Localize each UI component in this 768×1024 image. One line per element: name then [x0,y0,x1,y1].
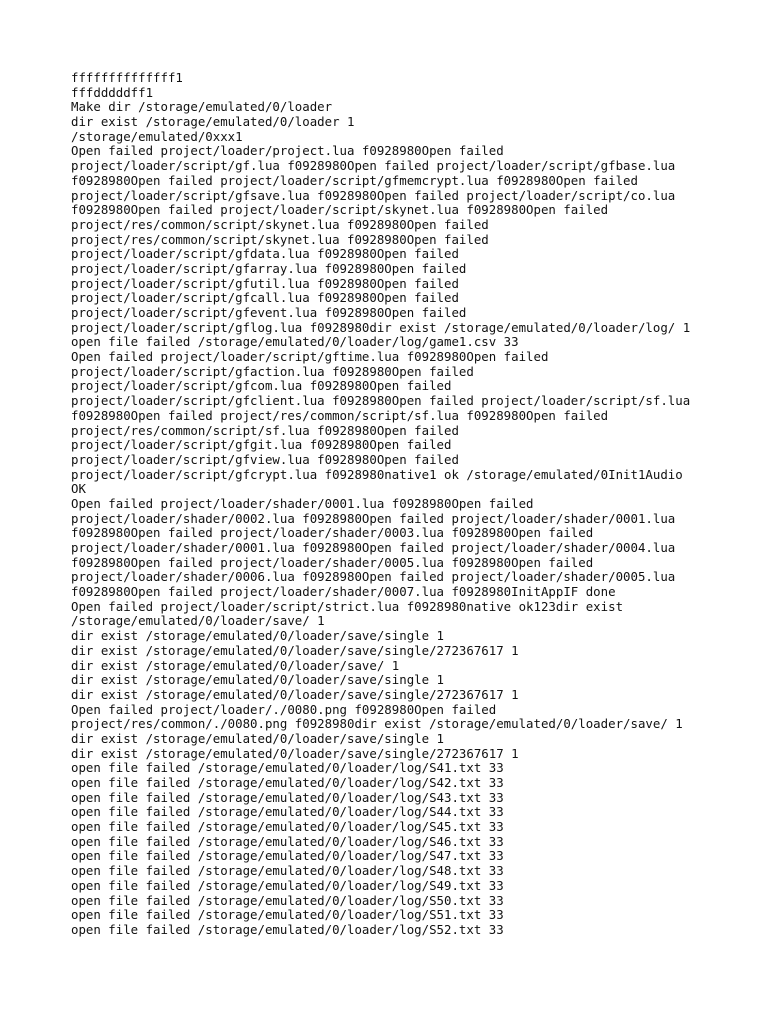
log-line: dir exist /storage/emulated/0/loader/save/single 1 [71,628,444,644]
log-line: project/loader/script/gfdata.lua f0928980Open failed [71,246,459,262]
log-line: f0928980Open failed project/res/common/script/sf.lua f0928980Open failed [71,407,609,423]
log-line: dir exist /storage/emulated/0/loader/save/single/272367617 1 [71,745,519,761]
log-line: Make dir /storage/emulated/0/loader [71,99,333,115]
log-line: open file failed /storage/emulated/0/loader/log/S48.txt 33 [71,863,504,879]
log-line: project/loader/script/gfaction.lua f0928980Open failed [71,363,474,379]
log-line: Open failed project/loader/project.lua f0928980Open failed [71,143,504,159]
log-line: Open failed project/loader/script/strict.lua f0928980native ok123dir exist [71,598,624,614]
log-line: Open failed project/loader/./0080.png f0928980Open failed [71,701,497,717]
log-line: project/res/common/script/skynet.lua f0928980Open failed [71,216,489,232]
log-line: ffffffffffffff1 [71,70,183,85]
log-line: fffdddddff1 [71,84,154,100]
log-line: open file failed /storage/emulated/0/loader/log/game1.csv 33 [71,334,519,350]
log-line: f0928980Open failed project/loader/shader/0007.lua f0928980InitAppIF done [71,584,616,600]
log-line: open file failed /storage/emulated/0/loader/log/S47.txt 33 [71,848,504,864]
log-line: open file failed /storage/emulated/0/loader/log/S43.txt 33 [71,789,504,805]
log-line: dir exist /storage/emulated/0/loader/save/ 1 [71,657,400,673]
log-line: open file failed /storage/emulated/0/loader/log/S50.txt 33 [71,892,504,908]
log-line: project/loader/script/gfclient.lua f0928980Open failed project/loader/script/sf.lua [71,393,691,409]
log-line: Open failed project/loader/shader/0001.lua f0928980Open failed [71,495,534,511]
log-line: project/loader/script/gflog.lua f0928980dir exist /storage/emulated/0/loader/log/ 1 [71,319,691,335]
log-line: open file failed /storage/emulated/0/loader/log/S42.txt 33 [71,775,504,790]
log-line: f0928980Open failed project/loader/script/skynet.lua f0928980Open failed [71,202,609,218]
log-line: project/loader/script/gfcrypt.lua f0928980native1 ok /storage/emulated/0Init1Audio [71,466,683,482]
log-line: project/loader/script/gfview.lua f0928980Open failed [71,451,459,467]
log-line: open file failed /storage/emulated/0/loader/log/S46.txt 33 [71,833,504,849]
log-line: /storage/emulated/0xxx1 [71,128,243,144]
log-line: project/loader/shader/0002.lua f0928980Open failed project/loader/shader/0001.lua [71,510,676,526]
log-line: open file failed /storage/emulated/0/loader/log/S51.txt 33 [71,907,504,923]
log-line: project/loader/script/gfutil.lua f0928980Open failed [71,275,459,291]
log-line: dir exist /storage/emulated/0/loader/save/single/272367617 1 [71,686,519,702]
log-document [71,71,731,938]
log-line: project/loader/script/gfgit.lua f0928980Open failed [71,437,452,453]
log-line: project/loader/script/gfsave.lua f0928980Open failed project/loader/script/co.lua [71,187,676,203]
log-line: f0928980Open failed project/loader/script/gfmemcrypt.lua f0928980Open failed [71,172,638,188]
log-line: project/loader/script/gfcom.lua f0928980Open failed [71,378,452,394]
log-line: project/loader/script/gfevent.lua f0928980Open failed [71,305,467,320]
log-line: project/loader/script/gf.lua f0928980Open failed project/loader/script/gfbase.lua [71,158,676,174]
log-line: dir exist /storage/emulated/0/loader/save/single 1 [71,672,444,688]
log-line: open file failed /storage/emulated/0/loader/log/S52.txt 33 [71,921,504,937]
log-line: project/loader/script/gfcall.lua f0928980Open failed [71,290,459,306]
log-line: f0928980Open failed project/loader/shader/0005.lua f0928980Open failed [71,554,594,570]
log-line: open file failed /storage/emulated/0/loader/log/S41.txt 33 [71,760,504,776]
log-line: project/loader/shader/0001.lua f0928980Open failed project/loader/shader/0004.lua [71,540,676,555]
log-line: project/res/common/./0080.png f0928980dir exist /storage/emulated/0/loader/save/ 1 [71,716,683,732]
log-line: open file failed /storage/emulated/0/loader/log/S45.txt 33 [71,819,504,835]
log-line: OK [71,481,86,497]
log-line: open file failed /storage/emulated/0/loader/log/S44.txt 33 [71,804,504,820]
log-line: dir exist /storage/emulated/0/loader 1 [71,114,355,130]
log-line: Open failed project/loader/script/gftime.lua f0928980Open failed [71,349,549,365]
log-line: project/loader/shader/0006.lua f0928980Open failed project/loader/shader/0005.lua [71,569,676,585]
log-line: project/res/common/script/sf.lua f0928980Open failed [71,422,459,438]
log-line: project/loader/script/gfarray.lua f0928980Open failed [71,260,467,276]
log-line: dir exist /storage/emulated/0/loader/save/single/272367617 1 [71,642,519,658]
log-line: /storage/emulated/0/loader/save/ 1 [71,613,325,629]
log-line: open file failed /storage/emulated/0/loader/log/S49.txt 33 [71,877,504,893]
log-line: f0928980Open failed project/loader/shader/0003.lua f0928980Open failed [71,525,594,541]
log-line: project/res/common/script/skynet.lua f0928980Open failed [71,231,489,247]
log-line: dir exist /storage/emulated/0/loader/save/single 1 [71,730,444,746]
